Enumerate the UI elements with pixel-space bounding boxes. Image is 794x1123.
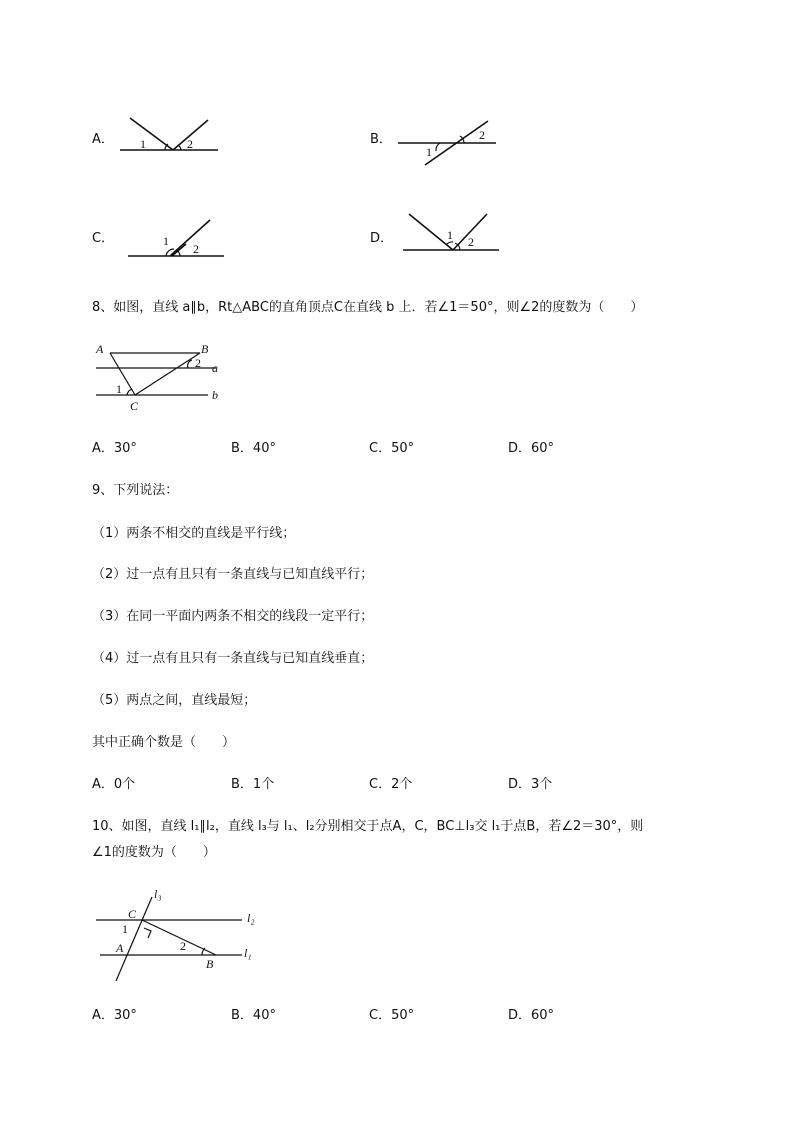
q9-item-4: （4）过一点有且只有一条直线与已知直线垂直； bbox=[92, 651, 374, 666]
angle-1-label: 1 bbox=[447, 228, 453, 242]
angle-1-label: 1 bbox=[140, 137, 146, 151]
angle-2-label: 2 bbox=[187, 137, 193, 151]
line-b-label: b bbox=[212, 388, 218, 402]
q10-choice-b: B．40° bbox=[231, 1008, 276, 1023]
q9-choice-d: D．3个 bbox=[508, 777, 553, 792]
angle-2-label: 2 bbox=[468, 235, 474, 249]
q9-item-1: （1）两条不相交的直线是平行线； bbox=[92, 526, 296, 541]
point-c: C bbox=[128, 907, 137, 921]
q9-choice-c: C．2个 bbox=[369, 777, 413, 792]
angle-2-label: 2 bbox=[193, 242, 199, 256]
q9-stem: 9、下列说法： bbox=[92, 483, 179, 498]
line-l1-label: l₁ bbox=[244, 946, 252, 960]
point-a: A bbox=[96, 342, 104, 356]
option-c-label: C． bbox=[92, 231, 115, 246]
angle-1-label: 1 bbox=[163, 234, 169, 248]
option-d-figure bbox=[395, 206, 505, 256]
option-b-label: B． bbox=[370, 132, 392, 147]
line-l3-label: l₃ bbox=[154, 887, 162, 901]
angle-1-label: 1 bbox=[426, 145, 432, 159]
option-b-figure bbox=[390, 115, 510, 170]
point-b: B bbox=[201, 342, 209, 356]
q9-choice-b: B．1个 bbox=[231, 777, 275, 792]
q10-choice-c: C．50° bbox=[369, 1008, 415, 1023]
q9-choice-a: A．0个 bbox=[92, 777, 136, 792]
point-c: C bbox=[130, 399, 139, 413]
q9-item-2: （2）过一点有且只有一条直线与已知直线平行； bbox=[92, 567, 374, 582]
option-a-label: A． bbox=[92, 132, 114, 147]
line-a-label: a bbox=[212, 361, 218, 375]
angle-2-label: 2 bbox=[180, 939, 186, 953]
q10-stem-line1: 10、如图，直线 l₁∥l₂，直线 l₃与 l₁、l₂分别相交于点A，C，BC⊥l₃交 l₁于点B，若∠2＝30°，则 bbox=[92, 819, 644, 834]
angle-2-label: 2 bbox=[195, 356, 201, 370]
q9-item-5: （5）两点之间，直线最短； bbox=[92, 693, 257, 708]
q10-choice-a: A．30° bbox=[92, 1008, 137, 1023]
option-d-label: D． bbox=[370, 231, 394, 246]
q8-choice-d: D．60° bbox=[508, 441, 555, 456]
point-b: B bbox=[206, 957, 214, 971]
q9-item-3: （3）在同一平面内两条不相交的线段一定平行； bbox=[92, 609, 374, 624]
q10-choice-d: D．60° bbox=[508, 1008, 555, 1023]
line-l2-label: l₂ bbox=[247, 911, 255, 925]
q10-stem-line2: ∠1的度数为（ ） bbox=[92, 845, 216, 860]
angle-1-label: 1 bbox=[122, 922, 128, 936]
angle-1-label: 1 bbox=[116, 382, 122, 396]
q8-choice-a: A．30° bbox=[92, 441, 137, 456]
q8-choice-b: B．40° bbox=[231, 441, 276, 456]
point-a: A bbox=[116, 941, 124, 955]
q8-stem: 8、如图，直线 a∥b，Rt△ABC的直角顶点C在直线 b 上．若∠1＝50°，则∠2的度数为（ ） bbox=[92, 300, 644, 315]
option-c-figure bbox=[120, 212, 240, 262]
q8-figure bbox=[90, 340, 240, 415]
angle-2-label: 2 bbox=[479, 128, 485, 142]
q10-figure bbox=[92, 885, 272, 990]
q9-question: 其中正确个数是（ ） bbox=[92, 735, 236, 750]
q8-choice-c: C．50° bbox=[369, 441, 415, 456]
option-a-figure bbox=[110, 110, 230, 160]
